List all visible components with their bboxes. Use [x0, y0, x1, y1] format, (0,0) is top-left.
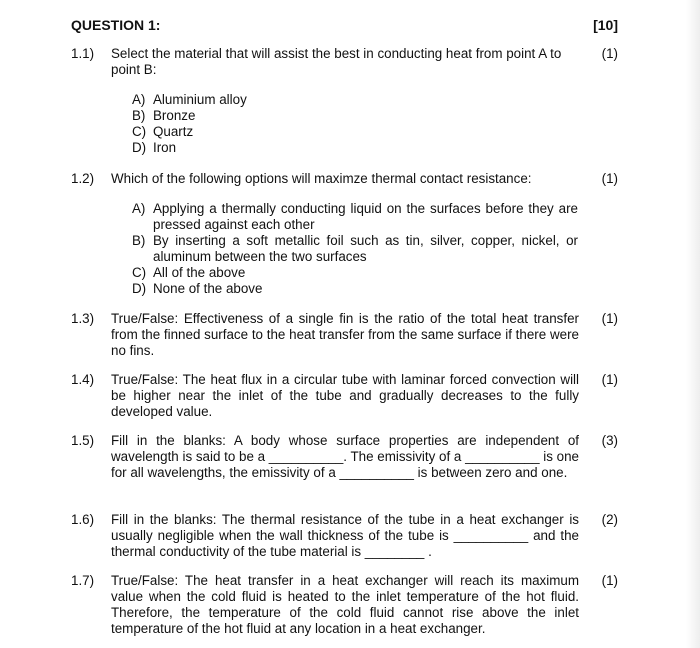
question-marks: (1): [601, 171, 618, 186]
question-text: True/False: The heat transfer in a heat exchanger will reach its maximum value when the cold fluid is heated to the inlet temperature of the hot fluid. Therefore, the temperature of the cold fluid cannot rise above the inlet temperature of the hot fluid at any location in a heat exchanger.: [111, 573, 579, 637]
option: [132, 265, 578, 281]
option-text: Aluminium alloy: [153, 92, 247, 107]
page-edge-shadow: [686, 0, 700, 648]
option-letter: A): [132, 201, 146, 216]
option-letter: B): [132, 233, 146, 249]
option-letter: D): [132, 140, 147, 156]
question-number: 1.2): [71, 171, 95, 186]
options-list: [132, 92, 572, 156]
question-marks: (1): [601, 311, 618, 326]
question-number: 1.4): [71, 372, 95, 387]
question-title: QUESTION 1:: [71, 17, 161, 33]
question-text: Fill in the blanks: A body whose surface properties are independent of wavelength is said to be a __________. The emissivity of a __________ is one for all wavelengths, the emissivity of a __________ is between zero and one.: [111, 433, 580, 481]
option-text: None of the above: [153, 281, 263, 297]
question-number: 1.5): [71, 433, 95, 448]
option-letter: C): [132, 124, 147, 140]
option-text: By inserting a soft metallic foil such as tin, silver, copper, nickel, or aluminum between the two surfaces: [153, 233, 578, 265]
option-text: Applying a thermally conducting liquid on the surfaces before they are pressed against each other: [153, 201, 578, 233]
option: [132, 92, 572, 108]
option: [132, 108, 572, 124]
question-marks: (2): [601, 512, 618, 527]
question-number: 1.6): [71, 512, 95, 527]
question-text: Which of the following options will maximze thermal contact resistance:: [111, 171, 532, 186]
option: [132, 281, 578, 297]
option-text: Iron: [153, 140, 177, 156]
option: [132, 140, 572, 156]
option: [132, 201, 578, 233]
option: [132, 124, 572, 140]
option-letter: B): [132, 108, 146, 124]
question-text: True/False: The heat flux in a circular tube with laminar forced convection will be higher near the inlet of the tube and gradually decreases to the fully developed value.: [111, 372, 579, 420]
question-text: Select the material that will assist the best in conducting heat from point A to point B:: [111, 46, 562, 78]
option-letter: A): [132, 92, 146, 107]
question-marks: (1): [601, 46, 618, 61]
option-text: Quartz: [153, 124, 194, 140]
question-text: Fill in the blanks: The thermal resistance of the tube in a heat exchanger is usually negligible when the wall thickness of the tube is __________ and the thermal conductivity of the tube material is ________ .: [111, 512, 579, 560]
question-number: 1.7): [71, 573, 95, 588]
question-marks: (1): [601, 372, 618, 387]
options-list: [132, 201, 578, 298]
option-letter: C): [132, 265, 147, 281]
question-text: True/False: Effectiveness of a single fin is the ratio of the total heat transfer from the finned surface to the heat transfer from the same surface if there were no fins.: [111, 311, 579, 359]
option-text: All of the above: [153, 265, 246, 281]
option: [132, 233, 578, 265]
option-text: Bronze: [153, 108, 196, 124]
question-number: 1.1): [71, 46, 95, 61]
total-marks: [10]: [593, 17, 618, 33]
question-number: 1.3): [71, 311, 95, 326]
question-marks: (3): [601, 433, 618, 448]
option-letter: D): [132, 281, 147, 297]
question-marks: (1): [601, 573, 618, 588]
